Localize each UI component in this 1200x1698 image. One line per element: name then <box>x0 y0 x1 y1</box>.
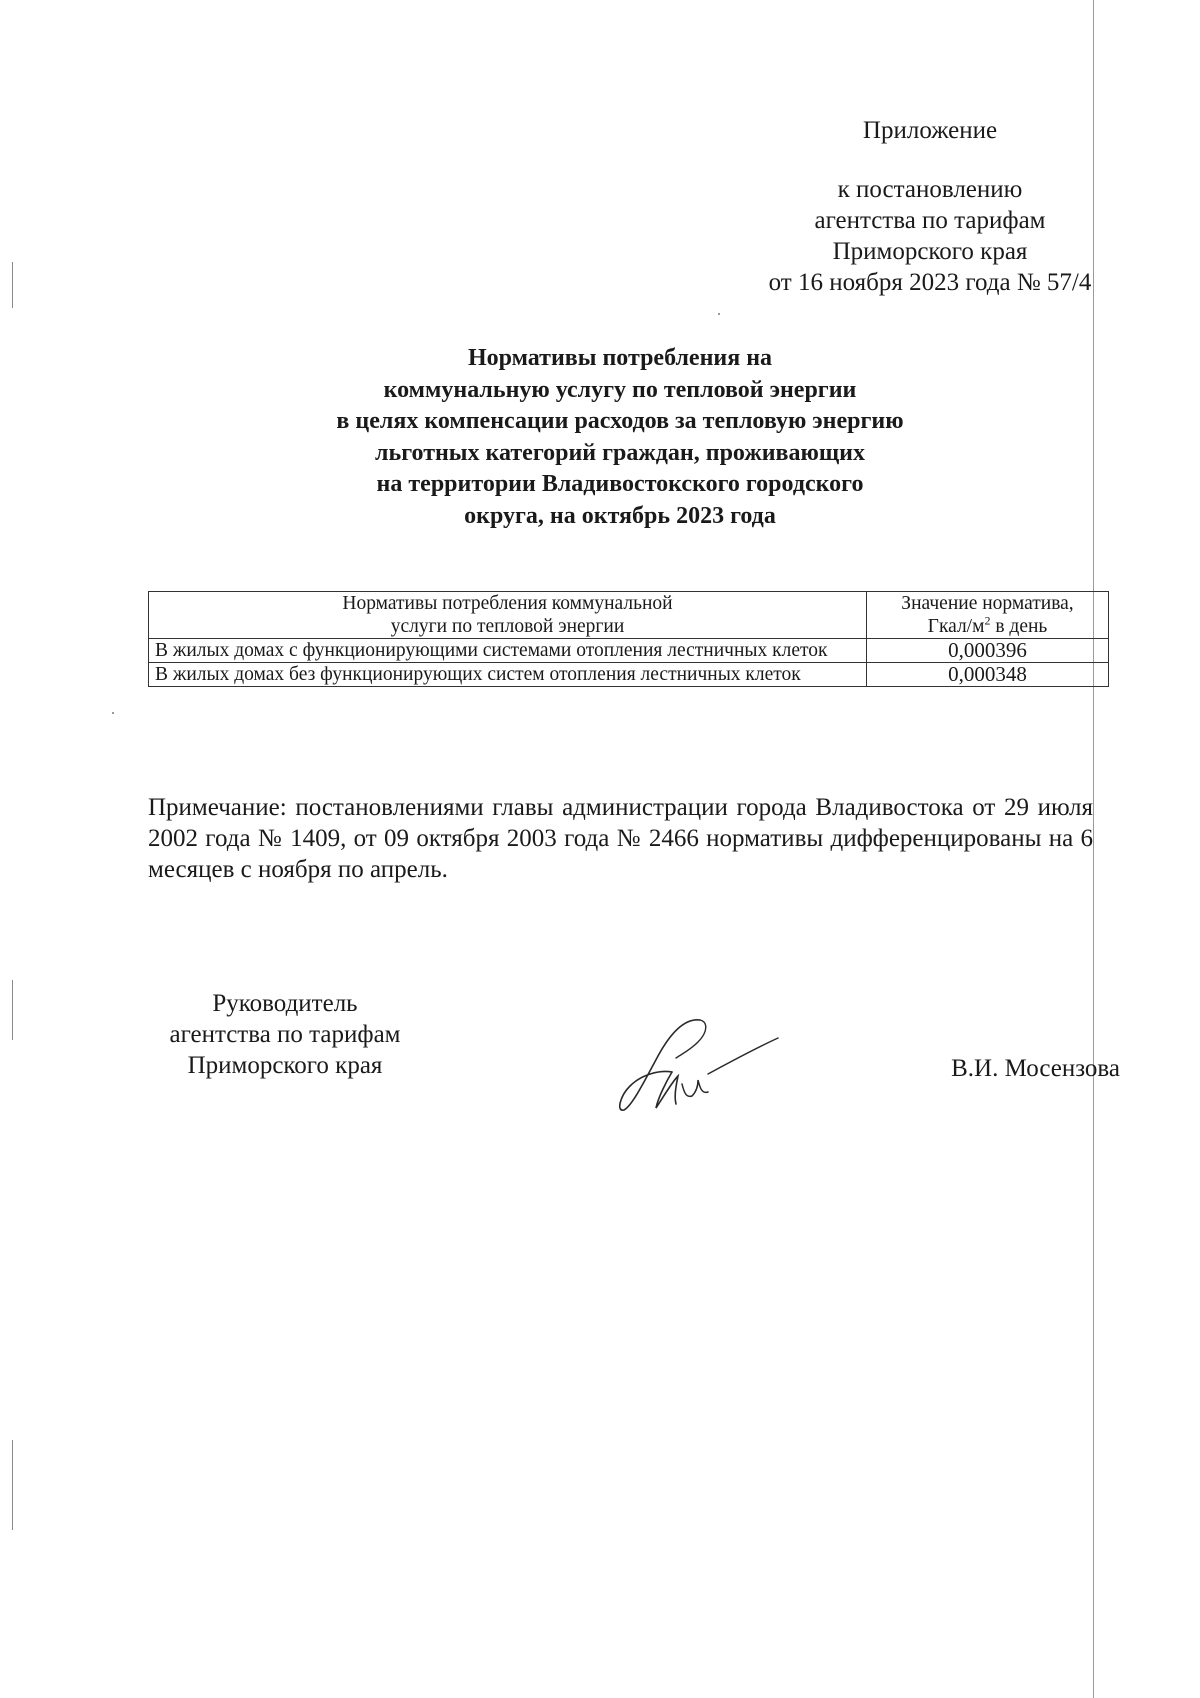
annex-line: Приморского края <box>832 238 1028 265</box>
column-header-line: услуги по тепловой энергии <box>390 616 625 637</box>
title-line: Нормативы потребления на <box>467 345 773 371</box>
row-value-cell: 0,000396 <box>867 639 1109 663</box>
title-line: округа, на октябрь 2023 года <box>464 502 776 529</box>
annex-line: от 16 ноября 2023 года № 57/4 <box>768 269 1092 296</box>
signer-name: В.И. Мосензова <box>951 1055 1120 1082</box>
title-line: льготных категорий граждан, проживающих <box>375 439 865 466</box>
handwritten-signature <box>612 1012 782 1122</box>
unit-prefix: Гкал/м <box>927 616 985 637</box>
column-header-value <box>867 592 1109 639</box>
unit-superscript: 2 <box>984 613 991 628</box>
table-header-row <box>149 592 1109 639</box>
row-value-cell: 0,000348 <box>867 663 1109 687</box>
norms-table <box>148 591 1109 687</box>
annex-line: к постановлению <box>837 176 1023 203</box>
document-title <box>240 343 1000 532</box>
column-header-norm <box>149 592 867 639</box>
table-row <box>149 639 1109 663</box>
table-row <box>149 663 1109 687</box>
row-name-cell: В жилых домах с функционирующими системами отопления лестничных клеток <box>149 639 867 663</box>
signer-position-line: Руководитель <box>212 990 358 1017</box>
scan-margin-mark <box>12 1440 13 1530</box>
column-header-line: Нормативы потребления коммунальной <box>342 593 673 614</box>
unit-suffix: в день <box>990 616 1048 637</box>
title-line: коммунальную услугу по тепловой энергии <box>383 376 857 403</box>
row-name-cell: В жилых домах без функционирующих систем отопления лестничных клеток <box>149 663 867 687</box>
scan-speck <box>112 712 114 714</box>
scan-margin-mark <box>12 262 13 308</box>
scan-speck <box>718 313 720 315</box>
note-paragraph: Примечание: постановлениями главы администрации города Владивостока от 29 июля 2002 года № 1409, от 09 октября 2003 года № 2466 нормативы дифференцированы на 6 месяцев с ноября по апрель. <box>148 794 1093 883</box>
signer-position <box>150 988 420 1081</box>
title-line: в целях компенсации расходов за тепловую энергию <box>336 408 904 434</box>
column-header-line: Значение норматива, <box>901 593 1074 614</box>
annex-header <box>700 115 1160 298</box>
signer-position-line: Приморского края <box>187 1052 383 1079</box>
scan-margin-mark <box>12 980 13 1040</box>
annex-title: Приложение <box>862 117 998 144</box>
signer-position-line: агентства по тарифам <box>169 1021 401 1048</box>
title-line: на территории Владивостокского городского <box>376 471 864 497</box>
annex-line: агентства по тарифам <box>814 207 1046 234</box>
